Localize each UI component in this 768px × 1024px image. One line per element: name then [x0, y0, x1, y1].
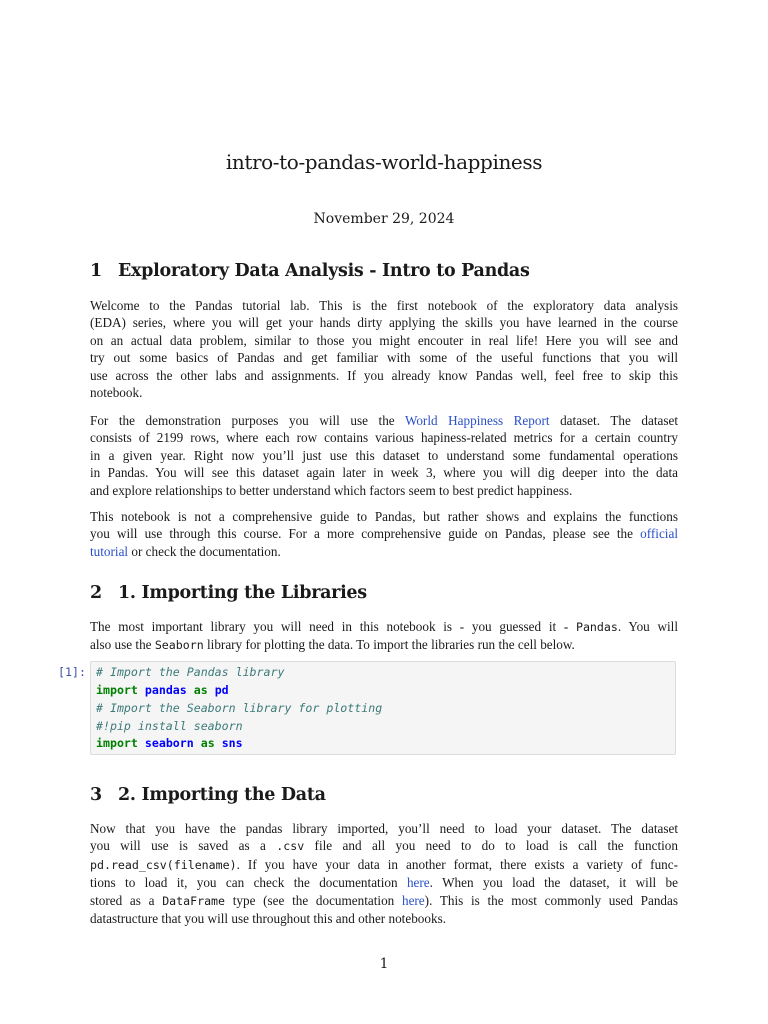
section-number: 1 — [90, 261, 102, 281]
code-keyword: import — [96, 683, 138, 697]
inline-code: Pandas — [575, 620, 618, 634]
cell-prompt: [1]: — [58, 665, 86, 679]
text-line: consists of 2199 rows, where each row contains various hapiness-related metrics for a certain country — [90, 430, 678, 446]
official-tutorial-link-continued[interactable]: tutorial — [90, 543, 129, 559]
code-cell[interactable] — [90, 661, 676, 755]
text-span: type (see the documentation — [225, 892, 402, 908]
code-line — [96, 736, 243, 750]
section-title: Exploratory Data Analysis - Intro to Pandas — [118, 261, 530, 281]
document-title: intro-to-pandas-world-happiness — [225, 150, 543, 174]
code-line — [96, 665, 284, 679]
text-line — [90, 856, 678, 874]
text-span: ). This is the most commonly used Pandas — [424, 892, 678, 908]
data-paragraph — [90, 820, 678, 927]
text-line — [90, 618, 678, 636]
page-number: 1 — [379, 956, 389, 972]
document-date: November 29, 2024 — [313, 211, 455, 227]
text-line — [90, 543, 678, 560]
text-line — [90, 412, 678, 429]
text-line: on an actual data problem, similar to those you might encouter in real life! Here you will see and — [90, 332, 678, 348]
text-span: dataset. The dataset — [549, 413, 678, 428]
text-line: in Pandas. You will see this dataset again later in week 3, where you will dig deeper into the data — [90, 465, 678, 481]
code-line — [96, 719, 243, 733]
text-span: For the demonstration purposes you will use the — [90, 413, 405, 428]
official-tutorial-link[interactable]: official — [640, 526, 678, 542]
section-heading-3 — [90, 785, 326, 805]
text-line — [90, 892, 678, 910]
text-span: The most important library you will need in this notebook is - you guessed it - — [90, 619, 576, 634]
code-comment: #!pip install seaborn — [96, 719, 243, 733]
intro-paragraph — [90, 297, 678, 401]
section-number: 3 — [90, 785, 102, 805]
text-line: This notebook is not a comprehensive guide to Pandas, but rather shows and explains the functions — [90, 509, 678, 524]
text-span: you will use through this course. For a more comprehensive guide on Pandas, please see the — [90, 526, 641, 542]
world-happiness-report-link[interactable]: World Happiness Report — [404, 413, 550, 428]
text-span: or check the documentation. — [128, 543, 281, 559]
code-keyword: as — [193, 683, 208, 697]
inline-code: .csv — [276, 839, 305, 854]
section-title: 1. Importing the Libraries — [118, 583, 367, 603]
dataset-paragraph — [90, 412, 678, 499]
text-span: tions to load it, you can check the documentation — [90, 875, 407, 891]
inline-code: pd.read_csv(filename) — [90, 857, 237, 872]
section-title: 2. Importing the Data — [118, 785, 326, 805]
libraries-paragraph — [90, 618, 678, 655]
code-line — [96, 701, 382, 715]
text-span: also use the — [90, 637, 155, 653]
text-line: Welcome to the Pandas tutorial lab. This is the first notebook of the exploratory data analysis — [90, 298, 678, 313]
text-span: you will use is saved as a — [90, 838, 277, 854]
text-span: . If you have your data in another format, there exists a variety of func- — [236, 856, 678, 872]
inline-code: DataFrame — [162, 893, 226, 908]
section-heading-2 — [90, 583, 367, 603]
code-line — [96, 683, 229, 697]
text-span: library for plotting the data. To import the libraries run the cell below. — [203, 637, 575, 653]
code-comment: # Import the Seaborn library for plotting — [96, 701, 383, 715]
code-module: seaborn — [144, 736, 194, 750]
documentation-here-link[interactable]: here — [406, 875, 430, 891]
section-number: 2 — [90, 583, 102, 603]
code-alias: sns — [221, 736, 243, 750]
text-line: Now that you have the pandas library imported, you’ll need to load your dataset. The dataset — [90, 821, 678, 836]
code-module: pandas — [144, 683, 187, 697]
code-keyword: import — [96, 736, 138, 750]
code-comment: # Import the Pandas library — [96, 665, 285, 679]
code-keyword: as — [200, 736, 215, 750]
text-span: . When you load the dataset, it will be — [429, 875, 678, 891]
text-line: in a given year. Right now you’ll just use this dataset to understand some fundamental operations — [90, 447, 678, 463]
section-heading-1 — [90, 261, 530, 281]
code-alias: pd — [214, 683, 229, 697]
text-span: file and all you need to do to load is call the function — [304, 838, 678, 854]
text-line: datastructure that you will use throughout this and other notebooks. — [90, 911, 446, 927]
text-line — [90, 874, 678, 891]
text-line: (EDA) series, where you will get your hands dirty applying the skills you have learned in the course — [90, 315, 678, 331]
inline-code: Seaborn — [154, 638, 204, 653]
text-line: use across the other labs and assignments. If you already know Pandas well, feel free to skip this — [90, 367, 678, 383]
text-line: try out some basics of Pandas and get familiar with some of the useful functions that you will — [90, 350, 678, 366]
text-line: and explore relationships to better understand which factors seem to best predict happiness. — [90, 482, 573, 498]
text-line — [90, 525, 678, 542]
text-span: . You will — [617, 619, 678, 634]
dataframe-docs-here-link[interactable]: here — [401, 892, 425, 908]
guide-paragraph — [90, 508, 678, 560]
text-line — [90, 837, 678, 855]
text-line — [90, 636, 678, 654]
text-span: stored as a — [90, 892, 163, 908]
text-line: notebook. — [90, 385, 143, 401]
